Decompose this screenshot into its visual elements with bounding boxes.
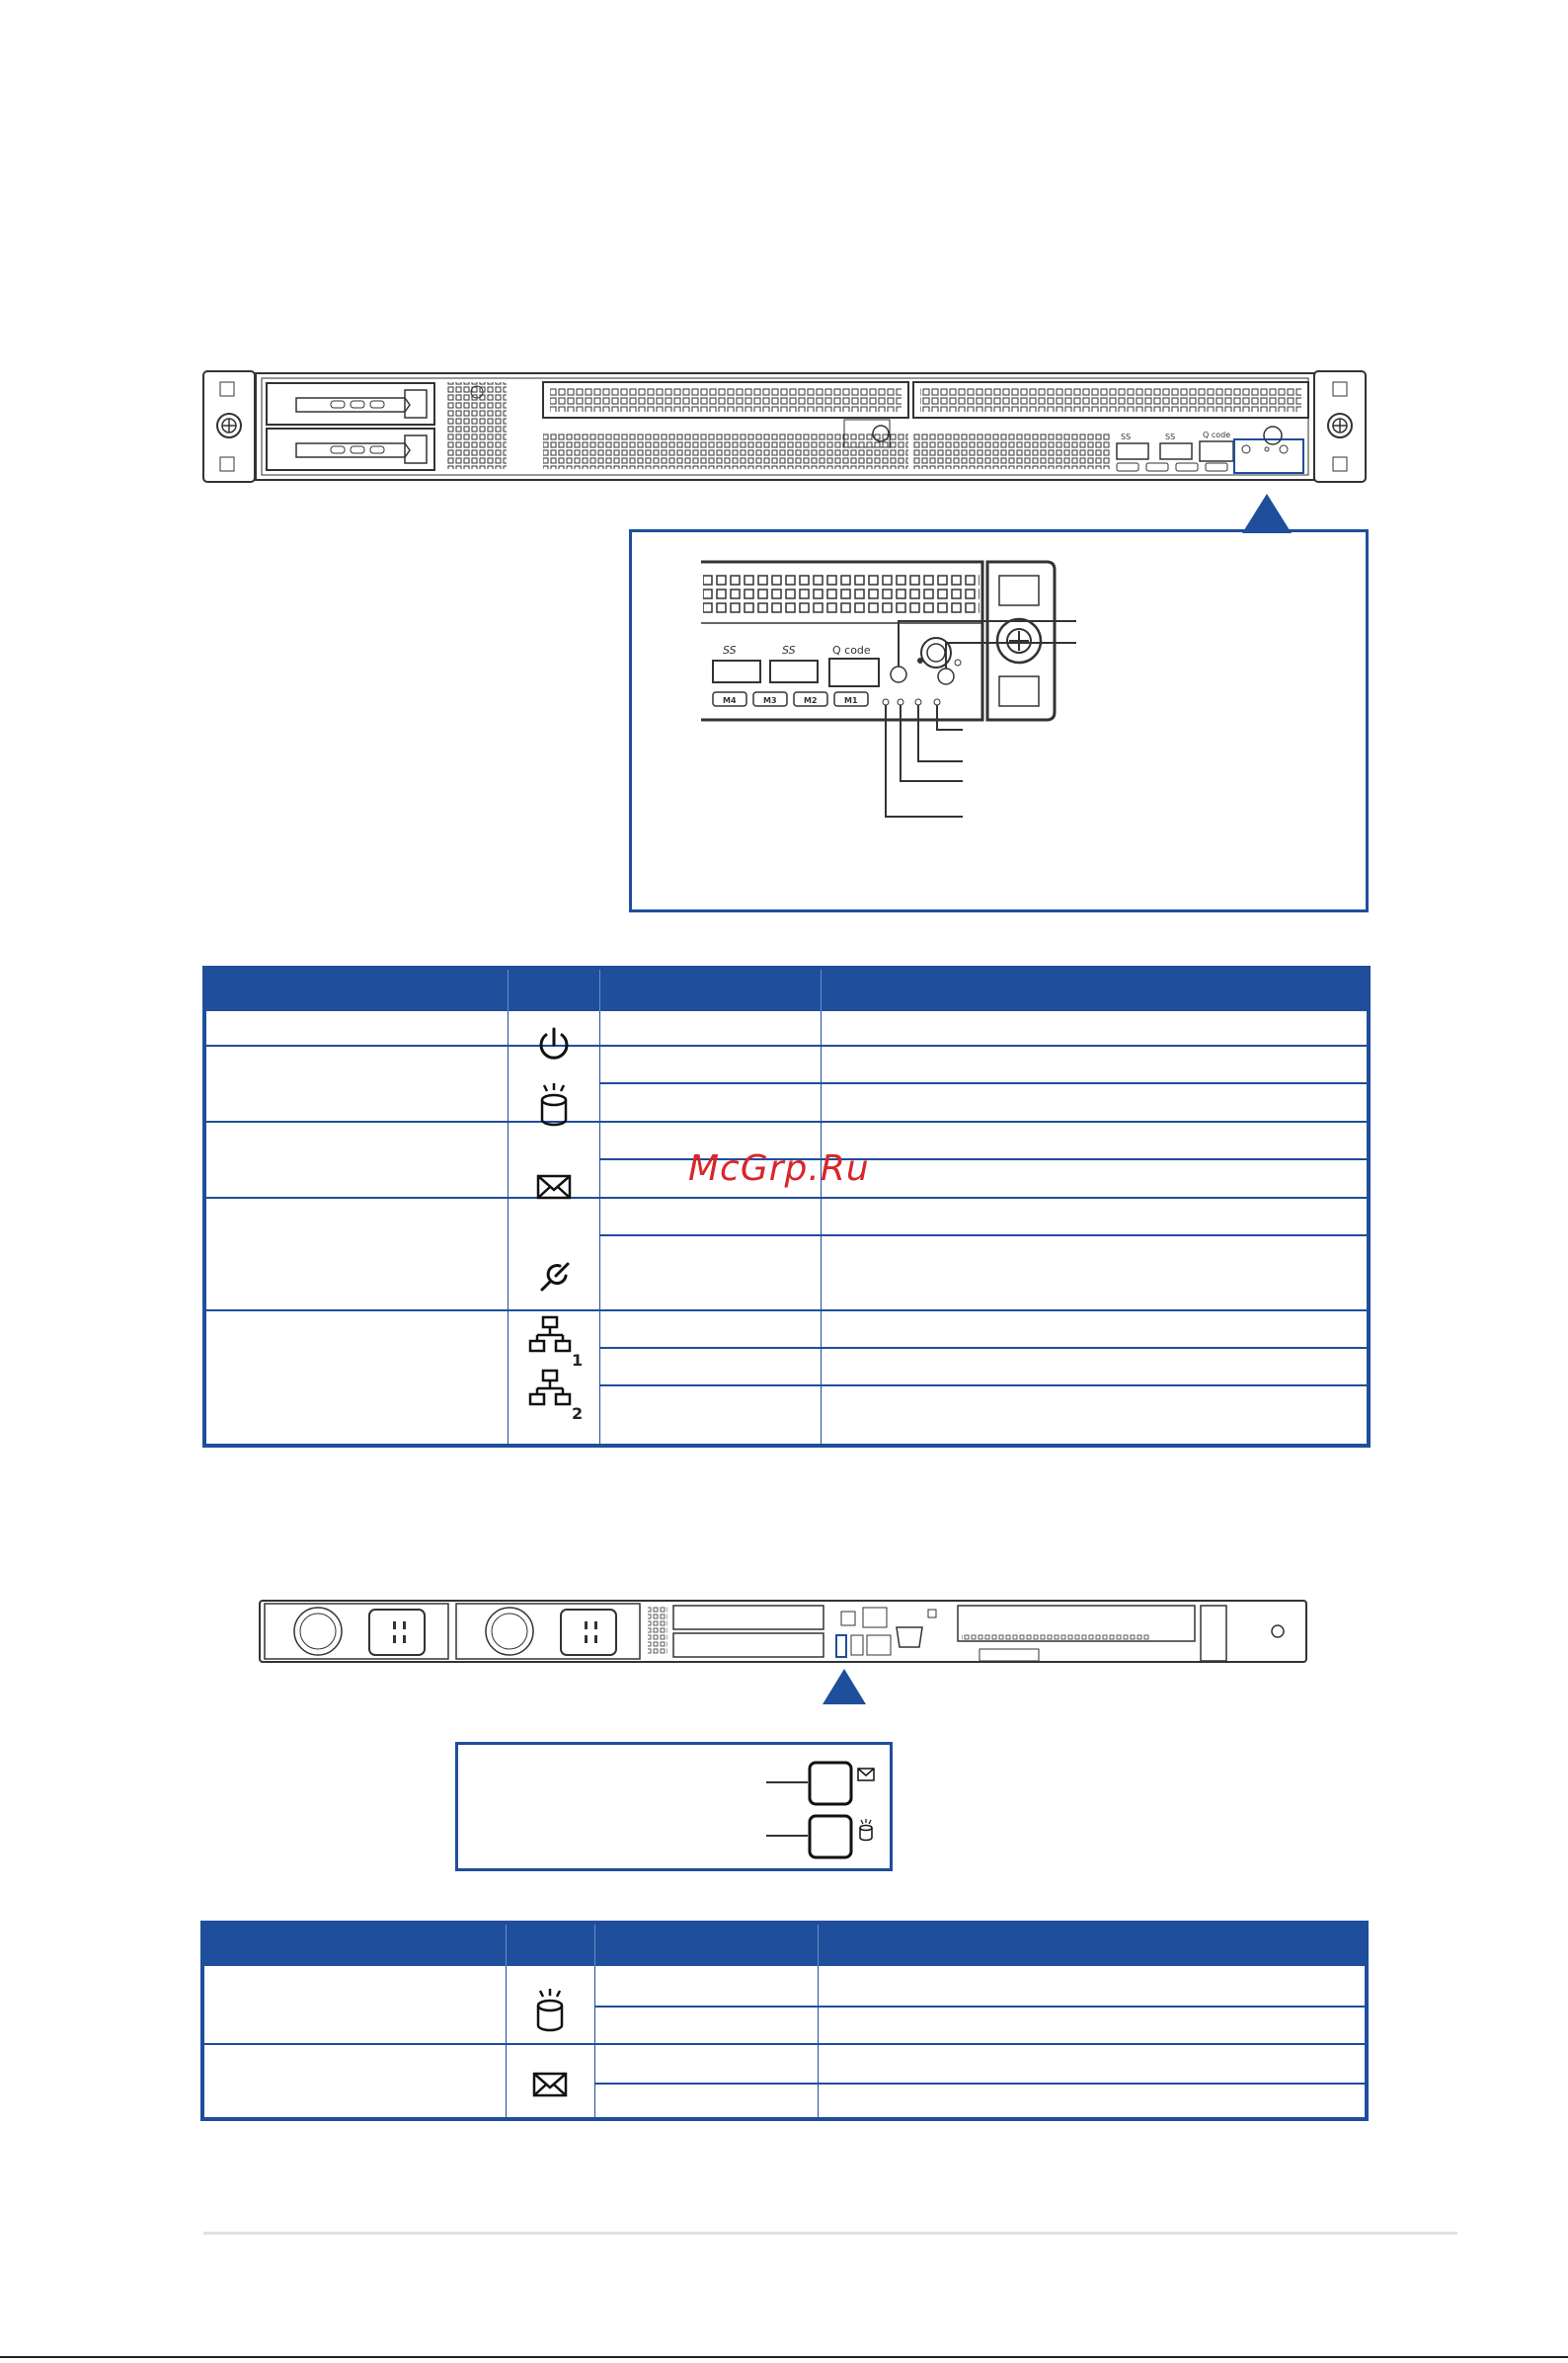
hdd-icon — [534, 1082, 574, 1132]
footer-divider — [203, 2232, 1457, 2235]
lan-icon — [528, 1315, 578, 1361]
front-led-table — [202, 966, 1371, 1448]
rear-led-table — [200, 1921, 1369, 2121]
front-panel-zoom-box — [629, 529, 1369, 912]
page-bottom-edge — [0, 2356, 1568, 2358]
lan-2-label: 2 — [572, 1404, 584, 1423]
wrench-icon — [536, 1260, 572, 1296]
port-m1: M1 — [844, 696, 858, 705]
hdd-icon — [530, 1988, 570, 2037]
svg-text:SS: SS — [1165, 433, 1176, 441]
rear-panel-illustration — [259, 1600, 1307, 1665]
rear-panel-zoom-box — [455, 1742, 893, 1871]
message-icon — [532, 2071, 568, 2098]
usb-label-2: SS — [782, 644, 796, 657]
zoom-pointer — [823, 1669, 866, 1704]
front-panel-illustration — [202, 370, 1368, 487]
usb-label-1: SS — [723, 644, 737, 657]
svg-text:SS: SS — [1121, 433, 1132, 441]
message-icon — [536, 1173, 572, 1201]
power-icon — [534, 1025, 574, 1064]
lan-1-label: 1 — [572, 1351, 584, 1370]
lan-icon — [528, 1369, 578, 1414]
port-m2: M2 — [804, 696, 818, 705]
svg-text:Q code: Q code — [1203, 431, 1231, 439]
port-m4: M4 — [723, 696, 737, 705]
port-m3: M3 — [763, 696, 777, 705]
watermark: McGrp.Ru — [688, 1148, 870, 1189]
table-header — [204, 1925, 1365, 1966]
qcode-label: Q code — [832, 644, 871, 657]
table-header — [206, 970, 1367, 1011]
zoom-pointer — [1242, 494, 1292, 533]
